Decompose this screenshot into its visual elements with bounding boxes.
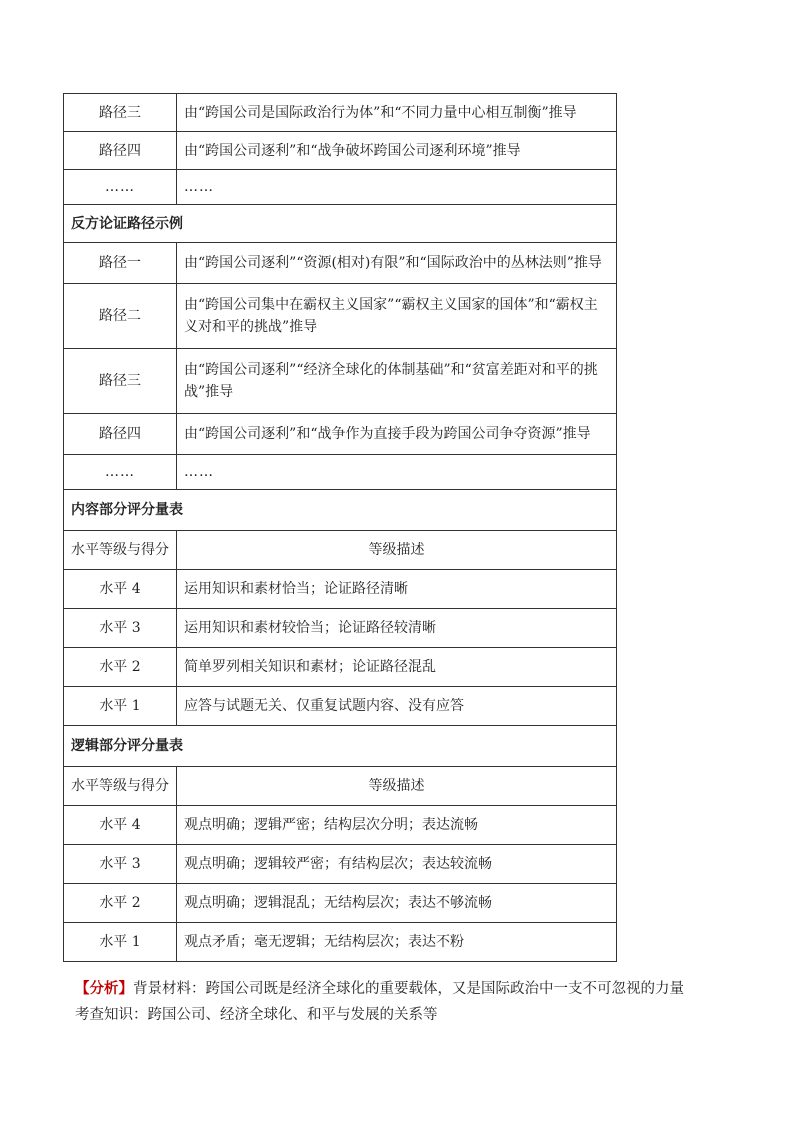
analysis-background-text: 背景材料：跨国公司既是经济全球化的重要载体，又是国际政治中一支不可忽视的力量 xyxy=(133,981,684,997)
path-description: …… xyxy=(177,455,617,490)
analysis-line-background xyxy=(75,976,715,1002)
path-description: 由“跨国公司是国际政治行为体”和“不同力量中心相互制衡”推导 xyxy=(177,94,617,132)
level-label: 水平 2 xyxy=(64,884,177,923)
table-row xyxy=(64,648,617,687)
section-title-opposing: 反方论证路径示例 xyxy=(64,205,617,243)
level-description: 观点明确；逻辑严密；结构层次分明；表达流畅 xyxy=(177,806,617,845)
path-label: 路径三 xyxy=(64,349,177,414)
table-row xyxy=(64,845,617,884)
table-row xyxy=(64,455,617,490)
level-label: 水平 3 xyxy=(64,609,177,648)
table-row xyxy=(64,414,617,455)
path-label: 路径二 xyxy=(64,284,177,349)
analysis-line-knowledge: 考查知识：跨国公司、经济全球化、和平与发展的关系等 xyxy=(75,1007,438,1023)
analysis-tag: 【分析】 xyxy=(75,980,133,997)
level-description: 观点矛盾；毫无逻辑；无结构层次；表达不粉 xyxy=(177,923,617,962)
table-row xyxy=(64,570,617,609)
analysis-section xyxy=(75,976,715,1028)
level-label: 水平 4 xyxy=(64,570,177,609)
level-description: 观点明确；逻辑混乱；无结构层次；表达不够流畅 xyxy=(177,884,617,923)
table-row xyxy=(64,806,617,845)
level-description: 观点明确；逻辑较严密；有结构层次；表达较流畅 xyxy=(177,845,617,884)
table-row xyxy=(64,132,617,170)
level-label: 水平 2 xyxy=(64,648,177,687)
table-row xyxy=(64,243,617,284)
path-label: 路径四 xyxy=(64,132,177,170)
path-label: 路径三 xyxy=(64,94,177,132)
path-description: 由“跨国公司逐利”和“战争破坏跨国公司逐利环境”推导 xyxy=(177,132,617,170)
level-description: 运用知识和素材较恰当；论证路径较清晰 xyxy=(177,609,617,648)
column-header-level: 水平等级与得分 xyxy=(64,767,177,806)
level-label: 水平 1 xyxy=(64,923,177,962)
table-row xyxy=(64,284,617,349)
table-row xyxy=(64,94,617,132)
path-label: 路径四 xyxy=(64,414,177,455)
rubric-table xyxy=(63,93,617,962)
table-row xyxy=(64,884,617,923)
column-header-description: 等级描述 xyxy=(177,531,617,570)
path-label: 路径一 xyxy=(64,243,177,284)
level-label: 水平 4 xyxy=(64,806,177,845)
table-row xyxy=(64,687,617,726)
column-header-description: 等级描述 xyxy=(177,767,617,806)
path-label: …… xyxy=(64,455,177,490)
section-title-logic: 逻辑部分评分量表 xyxy=(64,726,617,767)
path-description: 由“跨国公司集中在霸权主义国家”“霸权主义国家的国体”和“霸权主义对和平的挑战”推导 xyxy=(177,284,617,349)
section-header-row xyxy=(64,205,617,243)
table-row xyxy=(64,349,617,414)
table-row xyxy=(64,923,617,962)
path-description: 由“跨国公司逐利”“经济全球化的体制基础”和“贫富差距对和平的挑战”推导 xyxy=(177,349,617,414)
rubric-header-row xyxy=(64,531,617,570)
section-title-content: 内容部分评分量表 xyxy=(64,490,617,531)
path-label: …… xyxy=(64,170,177,205)
level-label: 水平 1 xyxy=(64,687,177,726)
rubric-header-row xyxy=(64,767,617,806)
table-row xyxy=(64,609,617,648)
level-label: 水平 3 xyxy=(64,845,177,884)
section-header-row xyxy=(64,726,617,767)
path-description: 由“跨国公司逐利”“资源(相对)有限”和“国际政治中的丛林法则”推导 xyxy=(177,243,617,284)
path-description: 由“跨国公司逐利”和“战争作为直接手段为跨国公司争夺资源”推导 xyxy=(177,414,617,455)
level-description: 简单罗列相关知识和素材；论证路径混乱 xyxy=(177,648,617,687)
section-header-row xyxy=(64,490,617,531)
column-header-level: 水平等级与得分 xyxy=(64,531,177,570)
level-description: 应答与试题无关、仅重复试题内容、没有应答 xyxy=(177,687,617,726)
level-description: 运用知识和素材恰当；论证路径清晰 xyxy=(177,570,617,609)
path-description: …… xyxy=(177,170,617,205)
table-row xyxy=(64,170,617,205)
